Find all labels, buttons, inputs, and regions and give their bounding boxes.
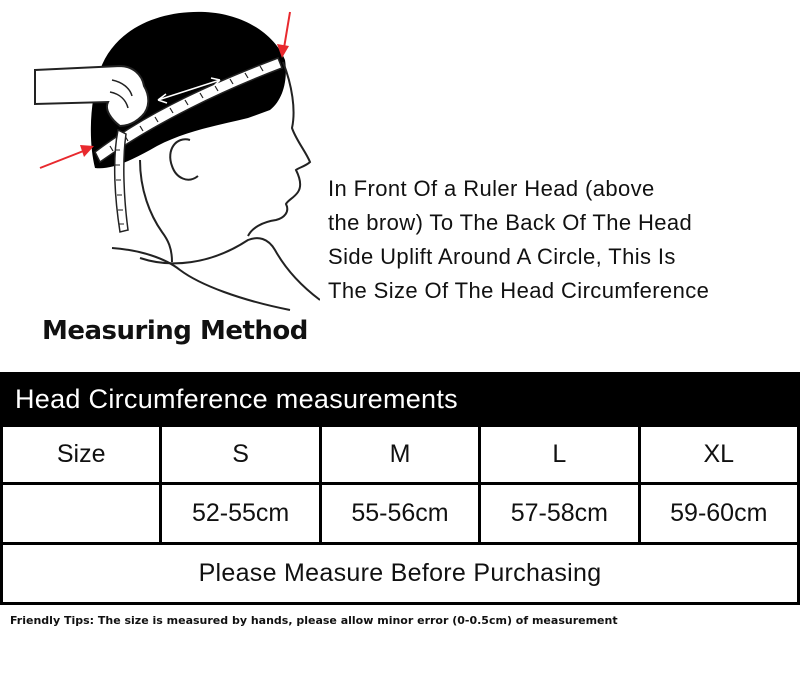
empty-cell bbox=[2, 484, 161, 544]
collar-outline bbox=[140, 238, 320, 300]
size-cell: M bbox=[320, 426, 479, 484]
friendly-tips: Friendly Tips: The size is measured by hands, please allow minor error (0-0.5cm) of measurement bbox=[10, 614, 618, 627]
measurement-cell: 57-58cm bbox=[480, 484, 639, 544]
shoulder-outline bbox=[112, 248, 290, 310]
measurement-cell: 52-55cm bbox=[161, 484, 320, 544]
size-table bbox=[0, 424, 800, 605]
table-row bbox=[2, 426, 799, 484]
front-arrow-icon bbox=[40, 145, 94, 168]
size-cell: L bbox=[480, 426, 639, 484]
size-chart-title: Head Circumference measurements bbox=[0, 372, 800, 424]
measurement-cell: 55-56cm bbox=[320, 484, 479, 544]
size-cell: S bbox=[161, 426, 320, 484]
size-header-cell: Size bbox=[2, 426, 161, 484]
measurement-instructions bbox=[328, 172, 798, 308]
measurement-cell: 59-60cm bbox=[639, 484, 798, 544]
measuring-method-label: Measuring Method bbox=[42, 316, 308, 346]
instruction-line: Side Uplift Around A Circle, This Is bbox=[328, 244, 676, 269]
instruction-line: The Size Of The Head Circumference bbox=[328, 278, 710, 303]
ear-outline bbox=[170, 139, 198, 179]
neck-outline bbox=[140, 160, 172, 262]
purchase-note: Please Measure Before Purchasing bbox=[2, 544, 799, 604]
size-cell: XL bbox=[639, 426, 798, 484]
table-row bbox=[2, 544, 799, 604]
instruction-line: In Front Of a Ruler Head (above bbox=[328, 176, 655, 201]
instruction-line: the brow) To The Back Of The Head bbox=[328, 210, 693, 235]
table-row bbox=[2, 484, 799, 544]
head-measurement-illustration bbox=[0, 0, 320, 370]
size-chart bbox=[0, 372, 800, 605]
